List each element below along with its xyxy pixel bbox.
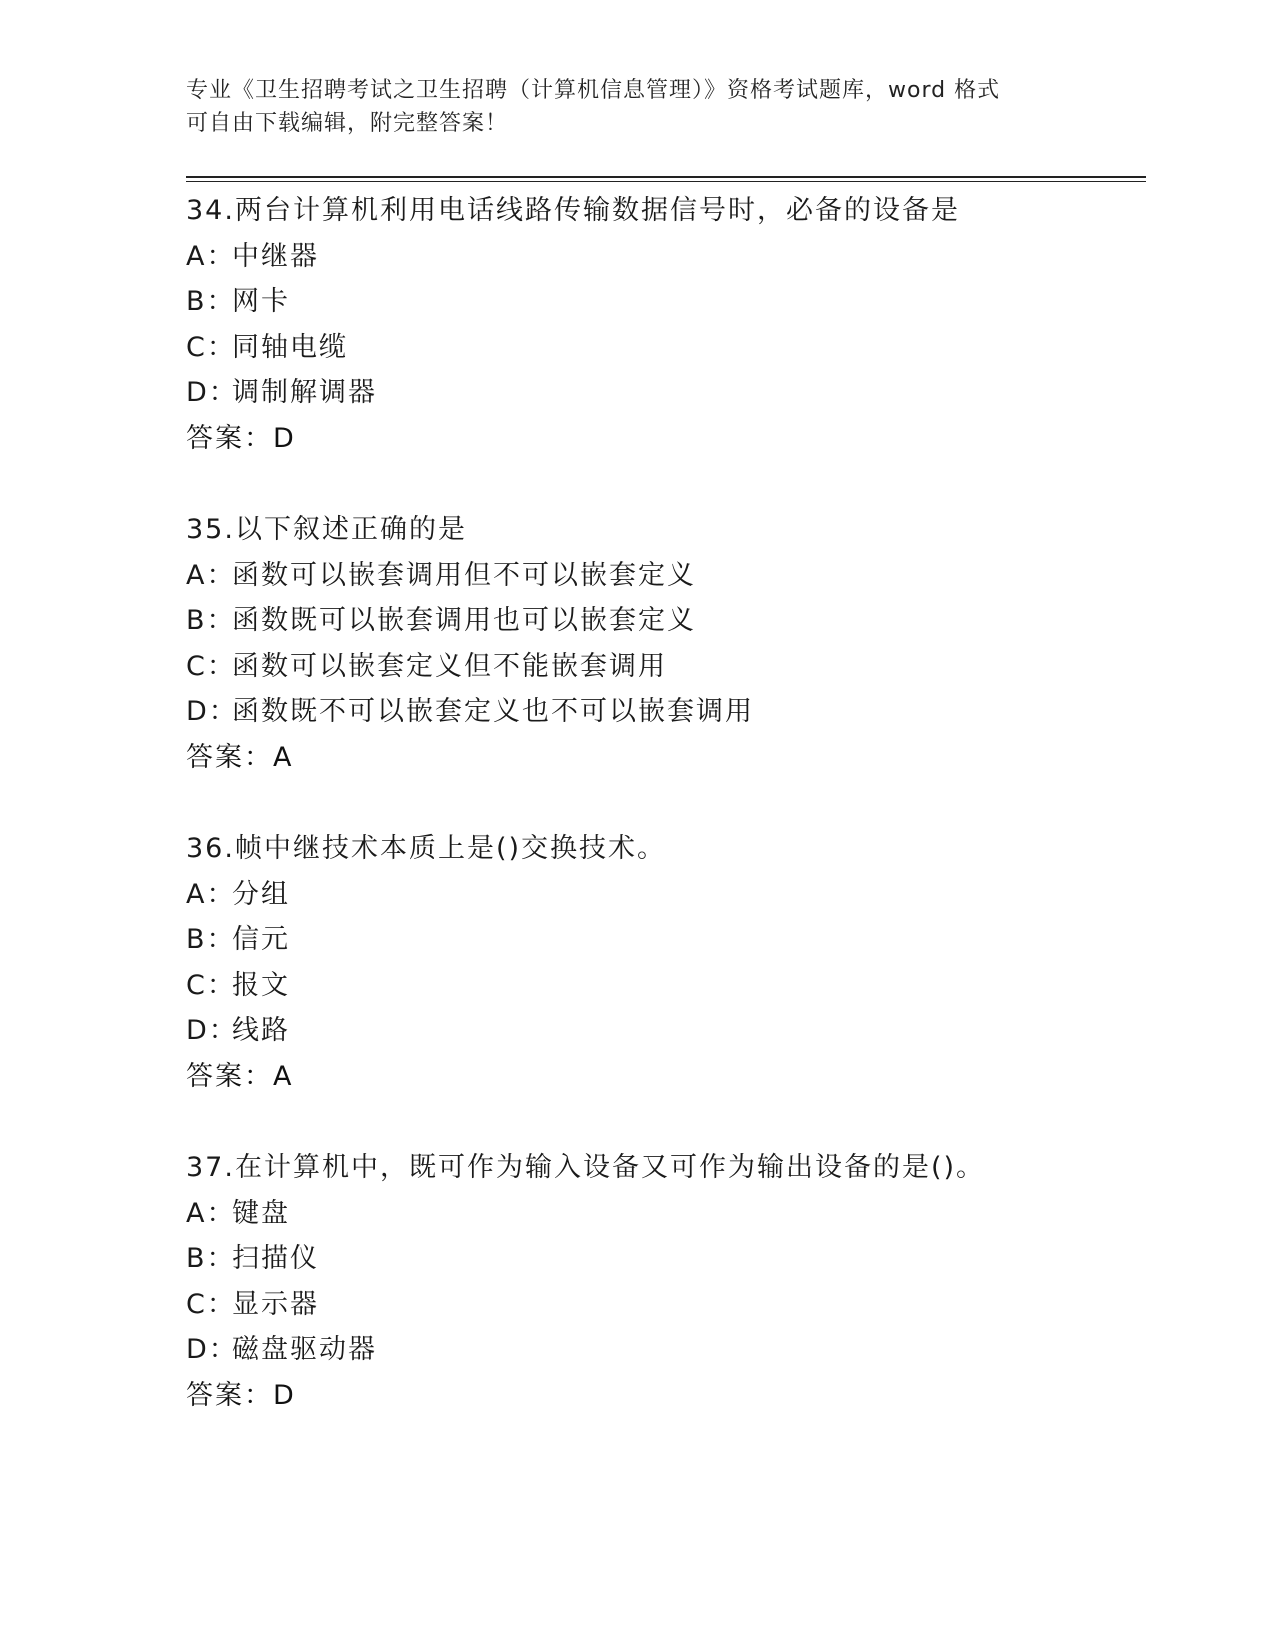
option-d (186, 370, 1146, 416)
option-b (186, 1236, 1146, 1282)
option-b (186, 598, 1146, 644)
option-text: 磁盘驱动器 (232, 1334, 377, 1365)
option-letter: A： (186, 240, 236, 272)
question-stem: 37.在计算机中，既可作为输入设备又可作为输出设备的是()。 (186, 1152, 986, 1183)
option-letter: B： (186, 605, 236, 636)
question-35 (186, 507, 1146, 780)
option-letter: C： (186, 1288, 236, 1320)
option-letter: C： (186, 650, 236, 682)
option-letter: C： (186, 969, 236, 1001)
option-text: 函数既不可以嵌套定义也不可以嵌套调用 (232, 696, 754, 727)
answer-line: 答案：A (186, 741, 294, 773)
header-title-line: 专业《卫生招聘考试之卫生招聘（计算机信息管理）》资格考试题库，word 格式 (186, 78, 1001, 103)
answer-line: 答案：D (186, 422, 296, 454)
option-a (186, 872, 1146, 918)
option-letter: C： (186, 331, 236, 363)
question-list (186, 188, 1146, 1418)
option-letter: D： (186, 1334, 238, 1365)
option-letter: D： (186, 1015, 238, 1046)
question-36 (186, 826, 1146, 1099)
option-text: 函数可以嵌套调用但不可以嵌套定义 (232, 559, 696, 591)
option-d (186, 1008, 1146, 1054)
option-c (186, 1282, 1146, 1328)
document-header (186, 74, 1086, 140)
option-letter: A： (186, 1197, 236, 1229)
question-spacer (186, 780, 1146, 826)
option-text: 信元 (232, 924, 290, 955)
option-a (186, 1191, 1146, 1237)
option-letter: A： (186, 559, 236, 591)
option-letter: D： (186, 696, 238, 727)
question-34 (186, 188, 1146, 461)
option-letter: A： (186, 878, 236, 910)
option-text: 中继器 (232, 240, 319, 272)
option-c (186, 644, 1146, 690)
question-spacer (186, 461, 1146, 507)
option-text: 显示器 (232, 1288, 319, 1320)
header-divider-thick (186, 176, 1146, 178)
question-37 (186, 1145, 1146, 1418)
option-letter: B： (186, 924, 236, 955)
option-d (186, 689, 1146, 735)
option-text: 键盘 (232, 1197, 290, 1229)
header-subtitle-line: 可自由下载编辑，附完整答案！ (186, 111, 509, 136)
question-stem: 34.两台计算机利用电话线路传输数据信号时，必备的设备是 (186, 195, 960, 226)
option-text: 分组 (232, 878, 290, 910)
option-text: 函数可以嵌套定义但不能嵌套调用 (232, 650, 667, 682)
option-text: 网卡 (232, 286, 290, 317)
option-c (186, 325, 1146, 371)
answer-line: 答案：A (186, 1060, 294, 1092)
question-stem: 35.以下叙述正确的是 (186, 514, 467, 545)
option-letter: B： (186, 286, 236, 317)
option-d (186, 1327, 1146, 1373)
question-spacer (186, 1099, 1146, 1145)
option-text: 同轴电缆 (232, 331, 348, 363)
option-text: 调制解调器 (232, 377, 377, 408)
option-a (186, 234, 1146, 280)
option-text: 函数既可以嵌套调用也可以嵌套定义 (232, 605, 696, 636)
option-c (186, 963, 1146, 1009)
answer-line: 答案：D (186, 1379, 296, 1411)
option-b (186, 917, 1146, 963)
question-stem: 36.帧中继技术本质上是()交换技术。 (186, 833, 667, 864)
header-divider-thin (186, 181, 1146, 182)
option-text: 线路 (232, 1015, 290, 1046)
option-a (186, 553, 1146, 599)
option-text: 报文 (232, 969, 290, 1001)
option-letter: B： (186, 1243, 236, 1274)
option-b (186, 279, 1146, 325)
option-letter: D： (186, 377, 238, 408)
option-text: 扫描仪 (232, 1243, 319, 1274)
